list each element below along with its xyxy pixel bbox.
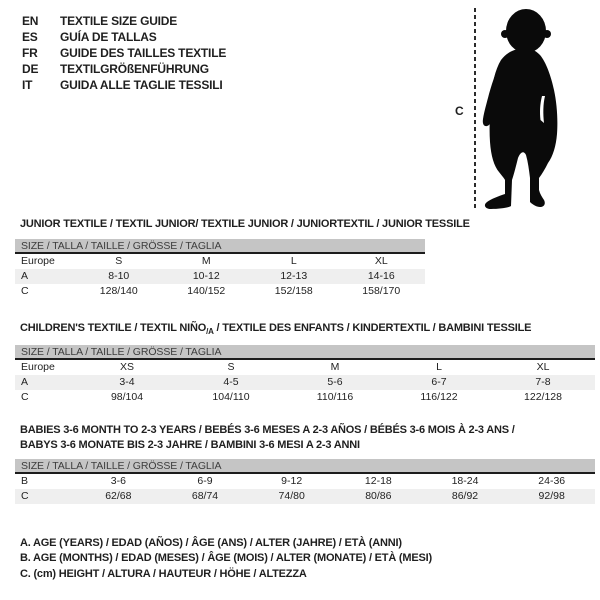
lang-row-es <box>22 29 226 45</box>
table-row <box>15 254 425 269</box>
table-row <box>15 284 425 299</box>
size-value-cell: 14-16 <box>367 270 395 282</box>
row-label: C <box>21 391 29 403</box>
baby-silhouette-icon <box>478 4 568 209</box>
size-value-cell: 62/68 <box>105 490 132 502</box>
lang-code: EN <box>22 14 39 28</box>
table-row <box>15 390 595 405</box>
junior-size-table <box>15 239 425 299</box>
size-value-cell: 5-6 <box>327 376 343 388</box>
table-row <box>15 375 595 390</box>
lang-code: IT <box>22 78 33 92</box>
size-value-cell: 3-4 <box>119 376 135 388</box>
row-label: A <box>21 270 29 282</box>
size-value-cell: 10-12 <box>192 270 220 282</box>
size-value-cell: 86/92 <box>451 490 479 502</box>
size-value-cell: 8-10 <box>108 270 130 282</box>
size-value-cell: 122/128 <box>524 391 562 403</box>
size-value-cell: 12-18 <box>364 475 392 487</box>
lang-label: GUÍA DE TALLAS <box>60 30 157 44</box>
lang-label: GUIDE DES TAILLES TEXTILE <box>60 46 227 60</box>
size-value-cell: M <box>330 361 340 373</box>
size-value-cell: 24-36 <box>538 475 566 487</box>
row-label: Europe <box>21 255 55 267</box>
babies-title-line2: BABYS 3-6 MONATE BIS 2-3 JAHRE / BAMBINI 3-6 MESI A 2-3 ANNI <box>20 439 360 451</box>
size-value-cell: 9-12 <box>281 475 303 487</box>
lang-row-it <box>22 77 226 93</box>
title-text: / TEXTILE DES ENFANTS / KINDERTEXTIL / BAMBINI TESSILE <box>213 322 532 334</box>
size-value-cell: 110/116 <box>316 391 354 403</box>
lang-code: FR <box>22 46 38 60</box>
size-value-cell: 104/110 <box>212 391 250 403</box>
size-value-cell: XS <box>119 361 134 373</box>
table-row <box>15 269 425 284</box>
row-label: A <box>21 376 29 388</box>
lang-label: TEXTILGRÖßENFÜHRUNG <box>60 62 209 76</box>
children-section-title <box>20 321 531 339</box>
size-value-cell: 152/158 <box>274 285 313 297</box>
size-value-cell: 4-5 <box>223 376 239 388</box>
size-value-cell: L <box>436 361 442 373</box>
row-label: C <box>21 490 29 502</box>
footnote-b: B. AGE (MONTHS) / EDAD (MESES) / ÂGE (MOIS) / ALTER (MONATE) / ETÀ (MESI) <box>20 552 432 565</box>
height-dashed-line <box>474 8 476 208</box>
language-list <box>22 13 226 93</box>
lang-label: GUIDA ALLE TAGLIE TESSILI <box>60 78 223 92</box>
size-value-cell: 68/74 <box>191 490 219 502</box>
size-header-bar: SIZE / TALLA / TAILLE / GRÖSSE / TAGLIA <box>15 345 595 360</box>
size-value-cell: S <box>115 255 123 267</box>
size-value-cell: 74/80 <box>278 490 305 502</box>
size-value-cell: XL <box>536 361 550 373</box>
title-subscript: /A <box>206 327 214 337</box>
size-value-cell: 98/104 <box>110 391 144 403</box>
height-label-c: C <box>455 104 464 118</box>
size-value-cell: 92/98 <box>538 490 565 502</box>
row-label: C <box>21 285 29 297</box>
size-value-cell: 6-9 <box>197 475 213 487</box>
size-value-cell: 80/86 <box>365 490 392 502</box>
lang-row-fr <box>22 45 226 61</box>
lang-label: TEXTILE SIZE GUIDE <box>60 14 178 28</box>
footnote-a: A. AGE (YEARS) / EDAD (AÑOS) / ÂGE (ANS) / ALTER (JAHRE) / ETÀ (ANNI) <box>20 537 402 549</box>
table-row <box>15 489 595 504</box>
size-value-cell: XL <box>374 255 388 267</box>
babies-size-table <box>15 459 595 504</box>
lang-code: DE <box>22 62 39 76</box>
babies-section-title <box>20 423 515 453</box>
row-label: B <box>21 475 29 487</box>
size-value-cell: L <box>290 255 297 267</box>
title-text: CHILDREN'S TEXTILE / TEXTIL NIÑO <box>20 322 207 334</box>
size-value-cell: S <box>227 361 235 373</box>
size-value-cell: 3-6 <box>110 475 126 487</box>
size-value-cell: 12-13 <box>280 270 308 282</box>
size-value-cell: 18-24 <box>451 475 479 487</box>
table-row <box>15 474 595 489</box>
babies-title-line1: BABIES 3-6 MONTH TO 2-3 YEARS / BEBÉS 3-6 MESES A 2-3 AÑOS / BÉBÉS 3-6 MOIS À 2-3 ANS / <box>20 424 515 436</box>
size-value-cell: 128/140 <box>99 285 138 297</box>
footnotes <box>20 536 432 582</box>
table-row <box>15 360 595 375</box>
size-value-cell: 7-8 <box>535 376 551 388</box>
lang-row-de <box>22 61 226 77</box>
size-value-cell: 116/122 <box>420 391 458 403</box>
size-header-bar: SIZE / TALLA / TAILLE / GRÖSSE / TAGLIA <box>15 459 595 474</box>
size-value-cell: 158/170 <box>362 285 401 297</box>
lang-code: ES <box>22 30 38 44</box>
row-label: Europe <box>21 361 55 373</box>
footnote-c: C. (cm) HEIGHT / ALTURA / HAUTEUR / HÖHE / ALTEZZA <box>20 567 307 580</box>
size-value-cell: 6-7 <box>431 376 447 388</box>
size-header-bar: SIZE / TALLA / TAILLE / GRÖSSE / TAGLIA <box>15 239 425 254</box>
size-value-cell: 140/152 <box>187 285 226 297</box>
children-size-table <box>15 345 595 405</box>
lang-row-en <box>22 13 226 29</box>
junior-section-title: JUNIOR TEXTILE / TEXTIL JUNIOR/ TEXTILE JUNIOR / JUNIORTEXTIL / JUNIOR TESSILE <box>20 218 470 230</box>
size-value-cell: M <box>201 255 211 267</box>
